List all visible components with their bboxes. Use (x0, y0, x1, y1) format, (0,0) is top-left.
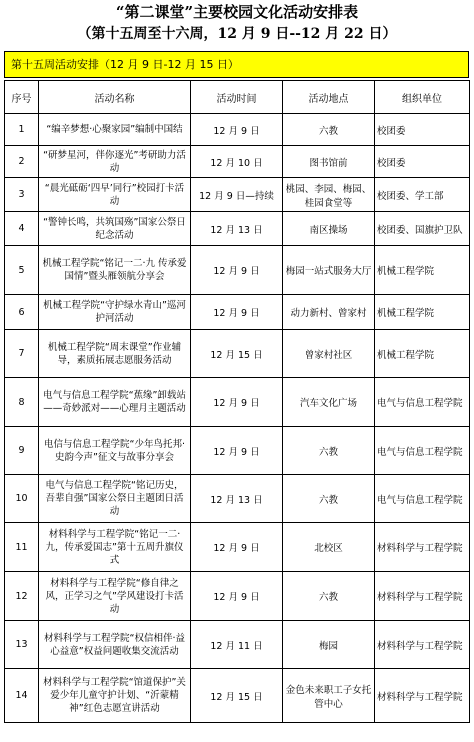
table-row (5, 212, 470, 246)
row-org: 电气与信息工程学院 (375, 378, 470, 427)
row-no: 11 (5, 523, 39, 572)
row-org: 材料科学与工程学院 (375, 621, 470, 669)
table-row (5, 621, 470, 669)
table-row (5, 427, 470, 475)
row-time: 12 月 11 日 (191, 621, 283, 669)
row-activity-name: 材料科学与工程学院“馆道保护”关爱少年儿童守护计划、“沂蒙精神”红色志愿宣讲活动 (39, 669, 191, 723)
table-header-row (5, 81, 470, 114)
table-row (5, 295, 470, 330)
week-section-header: 第十五周活动安排（12 月 9 日-12 月 15 日） (4, 51, 469, 78)
table-row (5, 572, 470, 621)
header-no: 序号 (5, 81, 39, 114)
row-no: 13 (5, 621, 39, 669)
header-name: 活动名称 (39, 81, 191, 114)
row-org: 电气与信息工程学院 (375, 427, 470, 475)
document-subtitle: （第十五周至十六周，12 月 9 日--12 月 22 日） (77, 26, 397, 42)
activity-schedule-table (4, 80, 470, 723)
row-activity-name: 电气与信息工程学院“蕉缘”卸载站——奇妙派对——心理月主题活动 (39, 378, 191, 427)
row-place: 南区操场 (283, 212, 375, 246)
row-no: 2 (5, 146, 39, 178)
row-time: 12 月 15 日 (191, 669, 283, 723)
table-row (5, 330, 470, 378)
row-org: 材料科学与工程学院 (375, 572, 470, 621)
row-activity-name: 电信与信息工程学院“少年鸟托邦·史韵今声”征文与故事分享会 (39, 427, 191, 475)
row-no: 7 (5, 330, 39, 378)
row-place: 六教 (283, 114, 375, 146)
table-row (5, 246, 470, 295)
row-time: 12 月 9 日 (191, 246, 283, 295)
row-no: 4 (5, 212, 39, 246)
row-place: 梅园 (283, 621, 375, 669)
row-time: 12 月 9 日—持续 (191, 178, 283, 212)
row-no: 9 (5, 427, 39, 475)
row-org: 电气与信息工程学院 (375, 475, 470, 523)
row-no: 5 (5, 246, 39, 295)
table-row (5, 114, 470, 146)
row-time: 12 月 9 日 (191, 427, 283, 475)
row-activity-name: 材料科学与工程学院“修自律之风，正学习之气”学风建设打卡活动 (39, 572, 191, 621)
row-no: 12 (5, 572, 39, 621)
row-activity-name: 电气与信息工程学院“铭记历史，吾辈自强”国家公祭日主题团日活动 (39, 475, 191, 523)
row-no: 14 (5, 669, 39, 723)
table-row (5, 146, 470, 178)
row-time: 12 月 9 日 (191, 114, 283, 146)
row-place: 六教 (283, 427, 375, 475)
row-org: 机械工程学院 (375, 330, 470, 378)
row-time: 12 月 9 日 (191, 572, 283, 621)
row-activity-name: “研梦星河，伴你逐光”考研助力活动 (39, 146, 191, 178)
row-activity-name: 材料科学与工程学院“铭记一二·九，传承爱国志”第十五周升旗仪式 (39, 523, 191, 572)
row-time: 12 月 13 日 (191, 212, 283, 246)
row-place: 桃园、李园、梅园、桂园食堂等 (283, 178, 375, 212)
header-org: 组织单位 (375, 81, 470, 114)
row-place: 动力新村、曾家村 (283, 295, 375, 330)
header-place: 活动地点 (283, 81, 375, 114)
row-org: 校团委、国旗护卫队 (375, 212, 470, 246)
row-activity-name: 机械工程学院“守护绿水青山”巡河护河活动 (39, 295, 191, 330)
table-row (5, 475, 470, 523)
document-title: “第二课堂”主要校园文化活动安排表 (115, 3, 359, 21)
header-time: 活动时间 (191, 81, 283, 114)
row-activity-name: “警钟长鸣，共筑国殇”国家公祭日纪念活动 (39, 212, 191, 246)
row-activity-name: 机械工程学院“周末课堂”作业辅导，素质拓展志愿服务活动 (39, 330, 191, 378)
row-org: 校团委、学工部 (375, 178, 470, 212)
row-activity-name: “编辛梦想·心聚家园”编制中国结 (39, 114, 191, 146)
row-org: 机械工程学院 (375, 295, 470, 330)
row-no: 10 (5, 475, 39, 523)
row-no: 8 (5, 378, 39, 427)
row-time: 12 月 13 日 (191, 475, 283, 523)
table-row (5, 669, 470, 723)
table-row (5, 178, 470, 212)
row-place: 汽车文化广场 (283, 378, 375, 427)
row-place: 梅园一站式服务大厅 (283, 246, 375, 295)
table-row (5, 523, 470, 572)
row-no: 1 (5, 114, 39, 146)
row-org: 材料科学与工程学院 (375, 669, 470, 723)
row-place: 北校区 (283, 523, 375, 572)
row-no: 6 (5, 295, 39, 330)
row-time: 12 月 9 日 (191, 523, 283, 572)
row-activity-name: 机械工程学院“铭记一二·九 传承爱国情”暨头雁领航分享会 (39, 246, 191, 295)
row-org: 校团委 (375, 114, 470, 146)
row-place: 六教 (283, 475, 375, 523)
row-org: 机械工程学院 (375, 246, 470, 295)
row-place: 六教 (283, 572, 375, 621)
row-no: 3 (5, 178, 39, 212)
row-place: 曾家村社区 (283, 330, 375, 378)
row-activity-name: 材料科学与工程学院“权信相伴·益心益意”权益问题收集交流活动 (39, 621, 191, 669)
row-place: 金色未来职工子女托管中心 (283, 669, 375, 723)
row-time: 12 月 9 日 (191, 378, 283, 427)
table-row (5, 378, 470, 427)
row-org: 材料科学与工程学院 (375, 523, 470, 572)
row-time: 12 月 10 日 (191, 146, 283, 178)
row-time: 12 月 15 日 (191, 330, 283, 378)
row-activity-name: “晨光砥砺‘四早’同行”校园打卡活动 (39, 178, 191, 212)
row-org: 校团委 (375, 146, 470, 178)
row-time: 12 月 9 日 (191, 295, 283, 330)
row-place: 图书馆前 (283, 146, 375, 178)
